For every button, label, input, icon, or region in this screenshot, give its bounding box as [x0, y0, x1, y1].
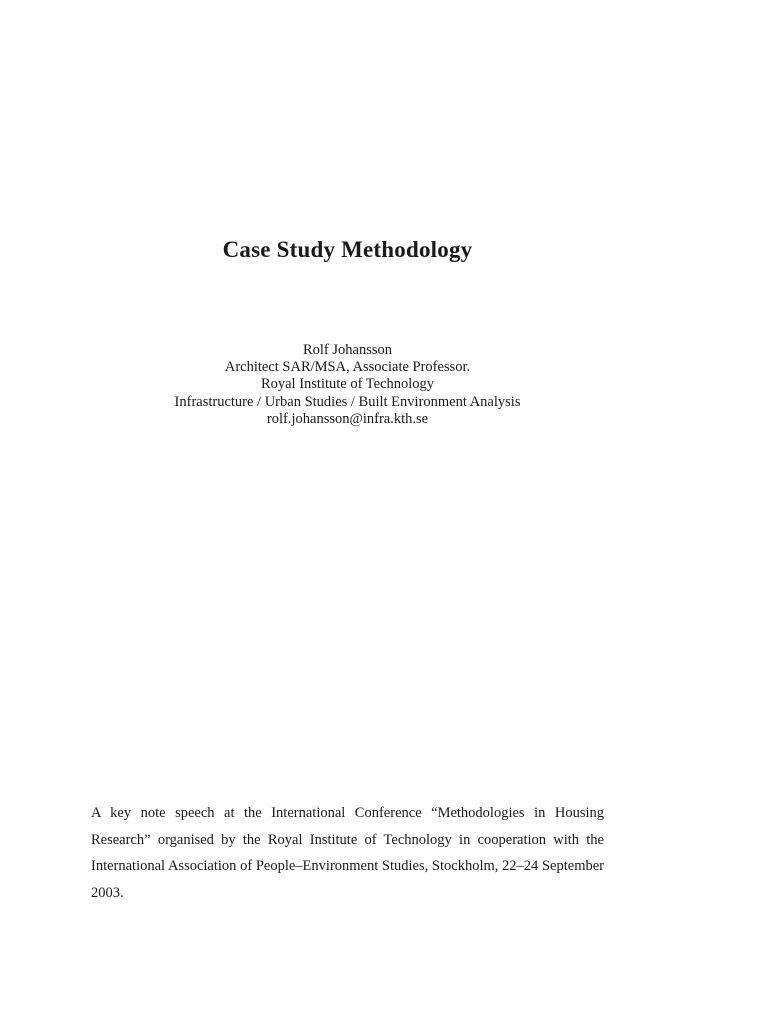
- document-title: Case Study Methodology: [222, 237, 473, 262]
- author-position: Architect SAR/MSA, Associate Professor.: [224, 359, 471, 376]
- author-email: rolf.johansson@infra.kth.se: [266, 410, 429, 427]
- author-department: Infrastructure / Urban Studies / Built Environment Analysis: [174, 393, 521, 410]
- author-name: Rolf Johansson: [302, 342, 393, 358]
- keynote-paragraph: A key note speech at the International Conference “Methodologies in Housing Research” organised by the Royal Institute of Technology in cooperation with the International Association of People–Environment Studies, Stockholm, 22–24 September 2003.: [91, 805, 604, 901]
- author-institution: Royal Institute of Technology: [260, 376, 435, 393]
- author-block: [91, 342, 604, 428]
